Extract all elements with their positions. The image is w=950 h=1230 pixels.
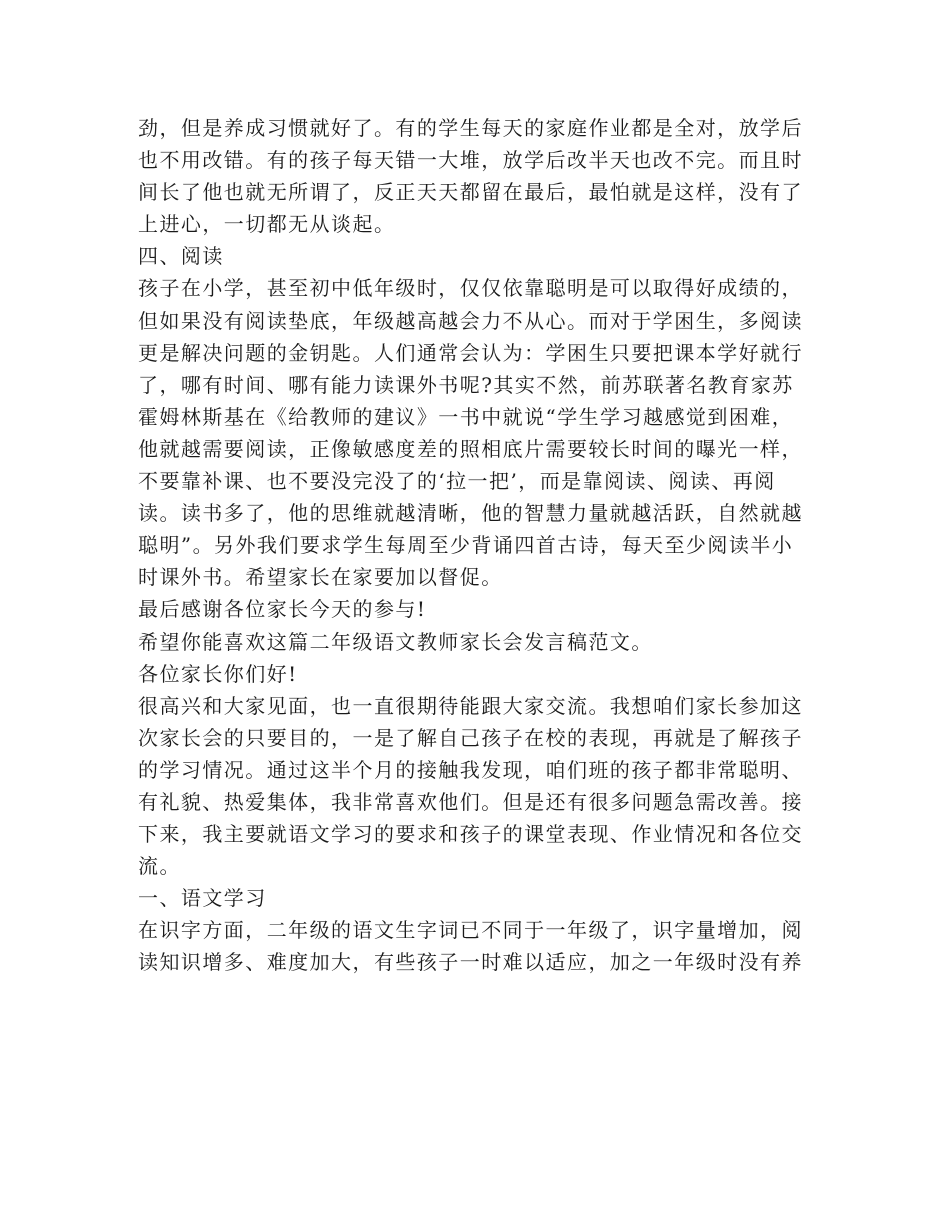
text-line: 间长了他也就无所谓了，反正天天都留在最后，最怕就是这样，没有了 <box>138 180 803 205</box>
text-line: 了，哪有时间、哪有能力读课外书呢?其实不然，前苏联著名教育家苏 <box>138 372 794 397</box>
text-line: 孩子在小学，甚至初中低年级时，仅仅依靠聪明是可以取得好成绩的， <box>138 276 803 301</box>
text-line: 劲，但是养成习惯就好了。有的学生每天的家庭作业都是全对，放学后 <box>138 116 803 140</box>
text-line: 更是解决问题的金钥匙。人们通常会认为：学困生只要把课本学好就行 <box>138 340 803 365</box>
section-heading-chinese-study: 一、语文学习 <box>138 886 267 911</box>
text-line: 聪明”。另外我们要求学生每周至少背诵四首古诗，每天至少阅读半小 <box>138 533 794 558</box>
text-line: 但如果没有阅读垫底，年级越高越会力不从心。而对于学困生，多阅读 <box>138 308 803 333</box>
text-line: 有礼貌、热爱集体，我非常喜欢他们。但是还有很多问题急需改善。接 <box>138 789 803 814</box>
text-line: 上进心，一切都无从谈起。 <box>138 212 396 237</box>
text-line: 不要靠补课、也不要没完没了的‘拉一把’，而是靠阅读、阅读、再阅 <box>138 469 776 494</box>
text-line: 下来，我主要就语文学习的要求和孩子的课堂表现、作业情况和各位交 <box>138 822 803 847</box>
section-heading-reading: 四、阅读 <box>138 244 224 269</box>
text-line: 在识字方面，二年级的语文生字词已不同于一年级了，识字量增加，阅 <box>138 918 803 943</box>
text-line: 流。 <box>138 854 181 879</box>
text-line: 最后感谢各位家长今天的参与! <box>138 597 427 622</box>
text-line: 读。读书多了，他的思维就越清晰，他的智慧力量就越活跃，自然就越 <box>138 501 803 526</box>
text-line: 霍姆林斯基在《给教师的建议》一书中就说“学生学习越感觉到困难， <box>138 404 794 429</box>
document-page <box>138 112 818 979</box>
text-line: 很高兴和大家见面，也一直很期待能跟大家交流。我想咱们家长参加这 <box>138 693 803 718</box>
text-line: 的学习情况。通过这半个月的接触我发现，咱们班的孩子都非常聪明、 <box>138 757 803 782</box>
text-line: 他就越需要阅读，正像敏感度差的照相底片需要较长时间的曝光一样， <box>138 436 803 461</box>
text-line: 读知识增多、难度加大，有些孩子一时难以适应，加之一年级时没有养 <box>138 950 803 975</box>
text-line: 希望你能喜欢这篇二年级语文教师家长会发言稿范文。 <box>138 629 653 654</box>
text-line: 时课外书。希望家长在家要加以督促。 <box>138 565 503 590</box>
text-line: 次家长会的只要目的，一是了解自己孩子在校的表现，再就是了解孩子 <box>138 725 803 750</box>
text-line: 也不用改错。有的孩子每天错一大堆，放学后改半天也改不完。而且时 <box>138 148 803 173</box>
greeting-line: 各位家长你们好! <box>138 661 298 686</box>
